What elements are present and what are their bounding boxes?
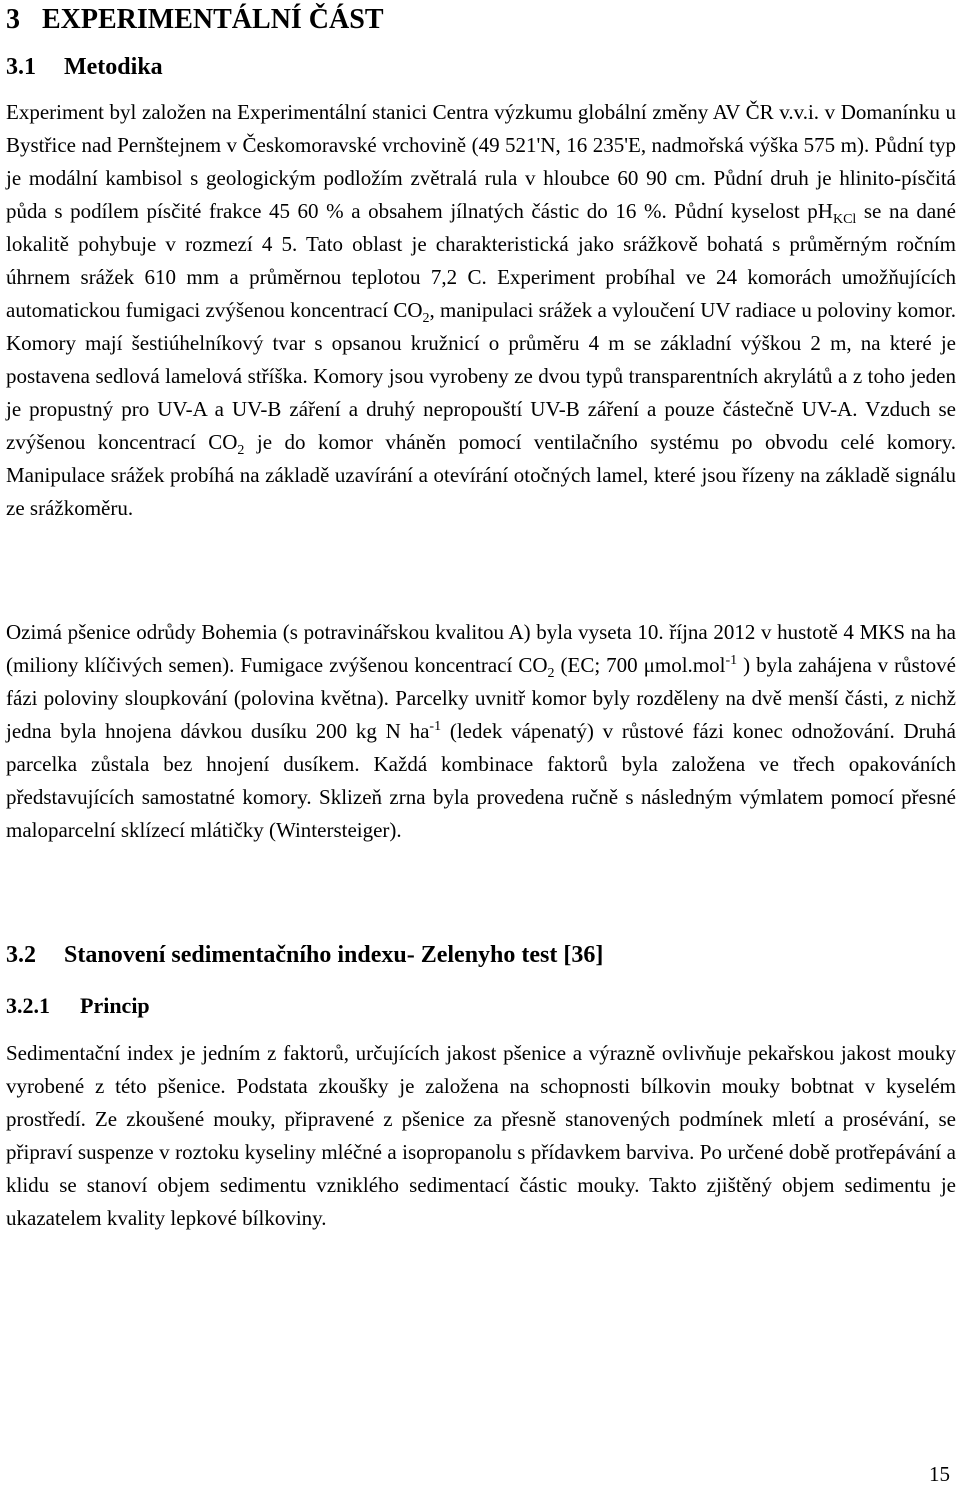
page-number: 15 [929,1462,950,1486]
section-number: 3.2 [6,942,36,968]
subscript-kcl: KCl [832,212,857,228]
paragraph-text: , manipulaci srážek a vyloučení UV radiace u poloviny komor. Komory mají šestiúhelníkový tvar s opsanou kružnicí o průměru 4 m se základní výškou 2 m, na které je postavena sedlová lamelová stříška. Komory jsou vyrobeny ze dvou typů transparentních akrylátů a z toho jeden je propustný pro UV-A a UV-B záření a druhý nepropouští UV-B záření a pouze částečně UV-A. Vzduch se zvýšenou koncentrací CO [6,298,956,454]
paragraph-wheat-variety [6,616,956,847]
paragraph-text: se na dané lokalitě pohybuje v rozmezí 4 5. Tato oblast je charakteristická jako srážkově bohatá s průměrným ročním úhrnem srážek 610 mm a průměrnou teplotou 7,2 C. Experiment probíhal ve 24 komorách umožňujících automatickou fumigaci zvýšenou koncentrací CO [6,199,956,322]
chapter-title: EXPERIMENTÁLNÍ ČÁST [42,4,384,35]
paragraph-text: (ledek vápenatý) v růstové fázi konec odnožování. Druhá parcelka zůstala bez hnojení dusíkem. Každá kombinace faktorů byla založena ve třech opakováních představujících samostatné komory. Sklizeň zrna byla provedena ručně s následným výmlatem pomocí přesné maloparcelní sklízecí mlátičky (Wintersteiger). [6,719,956,842]
paragraph-principle: Sedimentační index je jedním z faktorů, určujících jakost pšenice a výrazně ovlivňuje pekařskou jakost mouky vyrobené z této pšenice. Podstata zkoušky je založena na schopnosti bílkovin mouky bobtnat v kyselém prostředí. Ze zkoušené mouky, připravené z pšenice za přesně stanovených podmínek mletí a prosévání, se připraví suspenze v roztoku kyseliny mléčné a isopropanolu s přídavkem barviva. Po určené době protřepávání a klidu se stanoví objem sedimentu vzniklého sedimentací částic mouky. Takto zjištěný objem sedimentu je ukazatelem kvality lepkové bílkoviny. [6,1041,956,1230]
section-heading-zeleny-test [6,942,603,969]
subsection-number: 3.2.1 [6,993,50,1018]
section-number: 3.1 [6,54,36,80]
subscript-2: 2 [237,443,245,459]
paragraph-text: Ozimá pšenice odrůdy Bohemia (s potravinářskou kvalitou A) byla vyseta 10. října 2012 v hustotě 4 MKS na ha (miliony klíčivých semen). Fumigace zvýšenou koncentrací CO [6,620,956,677]
superscript-minus-1: -1 [725,653,738,668]
paragraph-experiment-site [6,96,956,525]
section-heading-metodika [6,54,163,81]
subscript-2: 2 [422,311,430,327]
subscript-2: 2 [547,666,555,682]
chapter-number: 3 [6,4,20,35]
superscript-minus-1: -1 [429,719,442,734]
subsection-heading-princip [6,993,150,1019]
paragraph-text: Experiment byl založen na Experimentální stanici Centra výzkumu globální změny AV ČR v.v.i. v Domanínku u Bystřice nad Pernštejnem v Českomoravské vrchovině (49 521'N, 16 235'E, nadmořská výška 575 m). Půdní typ je modální kambisol s geologickým podložím zvětralá rula v hloubce 60 90 cm. Půdní druh je hlinito-písčitá půda s podílem písčité frakce 45 60 % a obsahem jílnatých částic do 16 %. Půdní kyselost pH [6,100,956,223]
paragraph-text: ) byla zahájena v růstové fázi poloviny sloupkování (polovina května). Parcelky uvnitř komor byly rozděleny na dvě menší části, z nichž jedna byla hnojena dávkou dusíku 200 kg N ha [6,653,956,743]
paragraph-text: (EC; 700 μmol.mol [554,653,726,677]
subsection-title: Princip [80,993,150,1018]
paragraph-text: je do komor vháněn pomocí ventilačního systému po obvodu celé komory. Manipulace srážek probíhá na základě uzavírání a otevírání otočných lamel, které jsou řízeny na základě signálu ze srážkoměru. [6,430,956,520]
section-title: Metodika [64,54,163,80]
section-title: Stanovení sedimentačního indexu- Zelenyho test [36] [64,942,604,968]
chapter-heading [6,4,384,36]
